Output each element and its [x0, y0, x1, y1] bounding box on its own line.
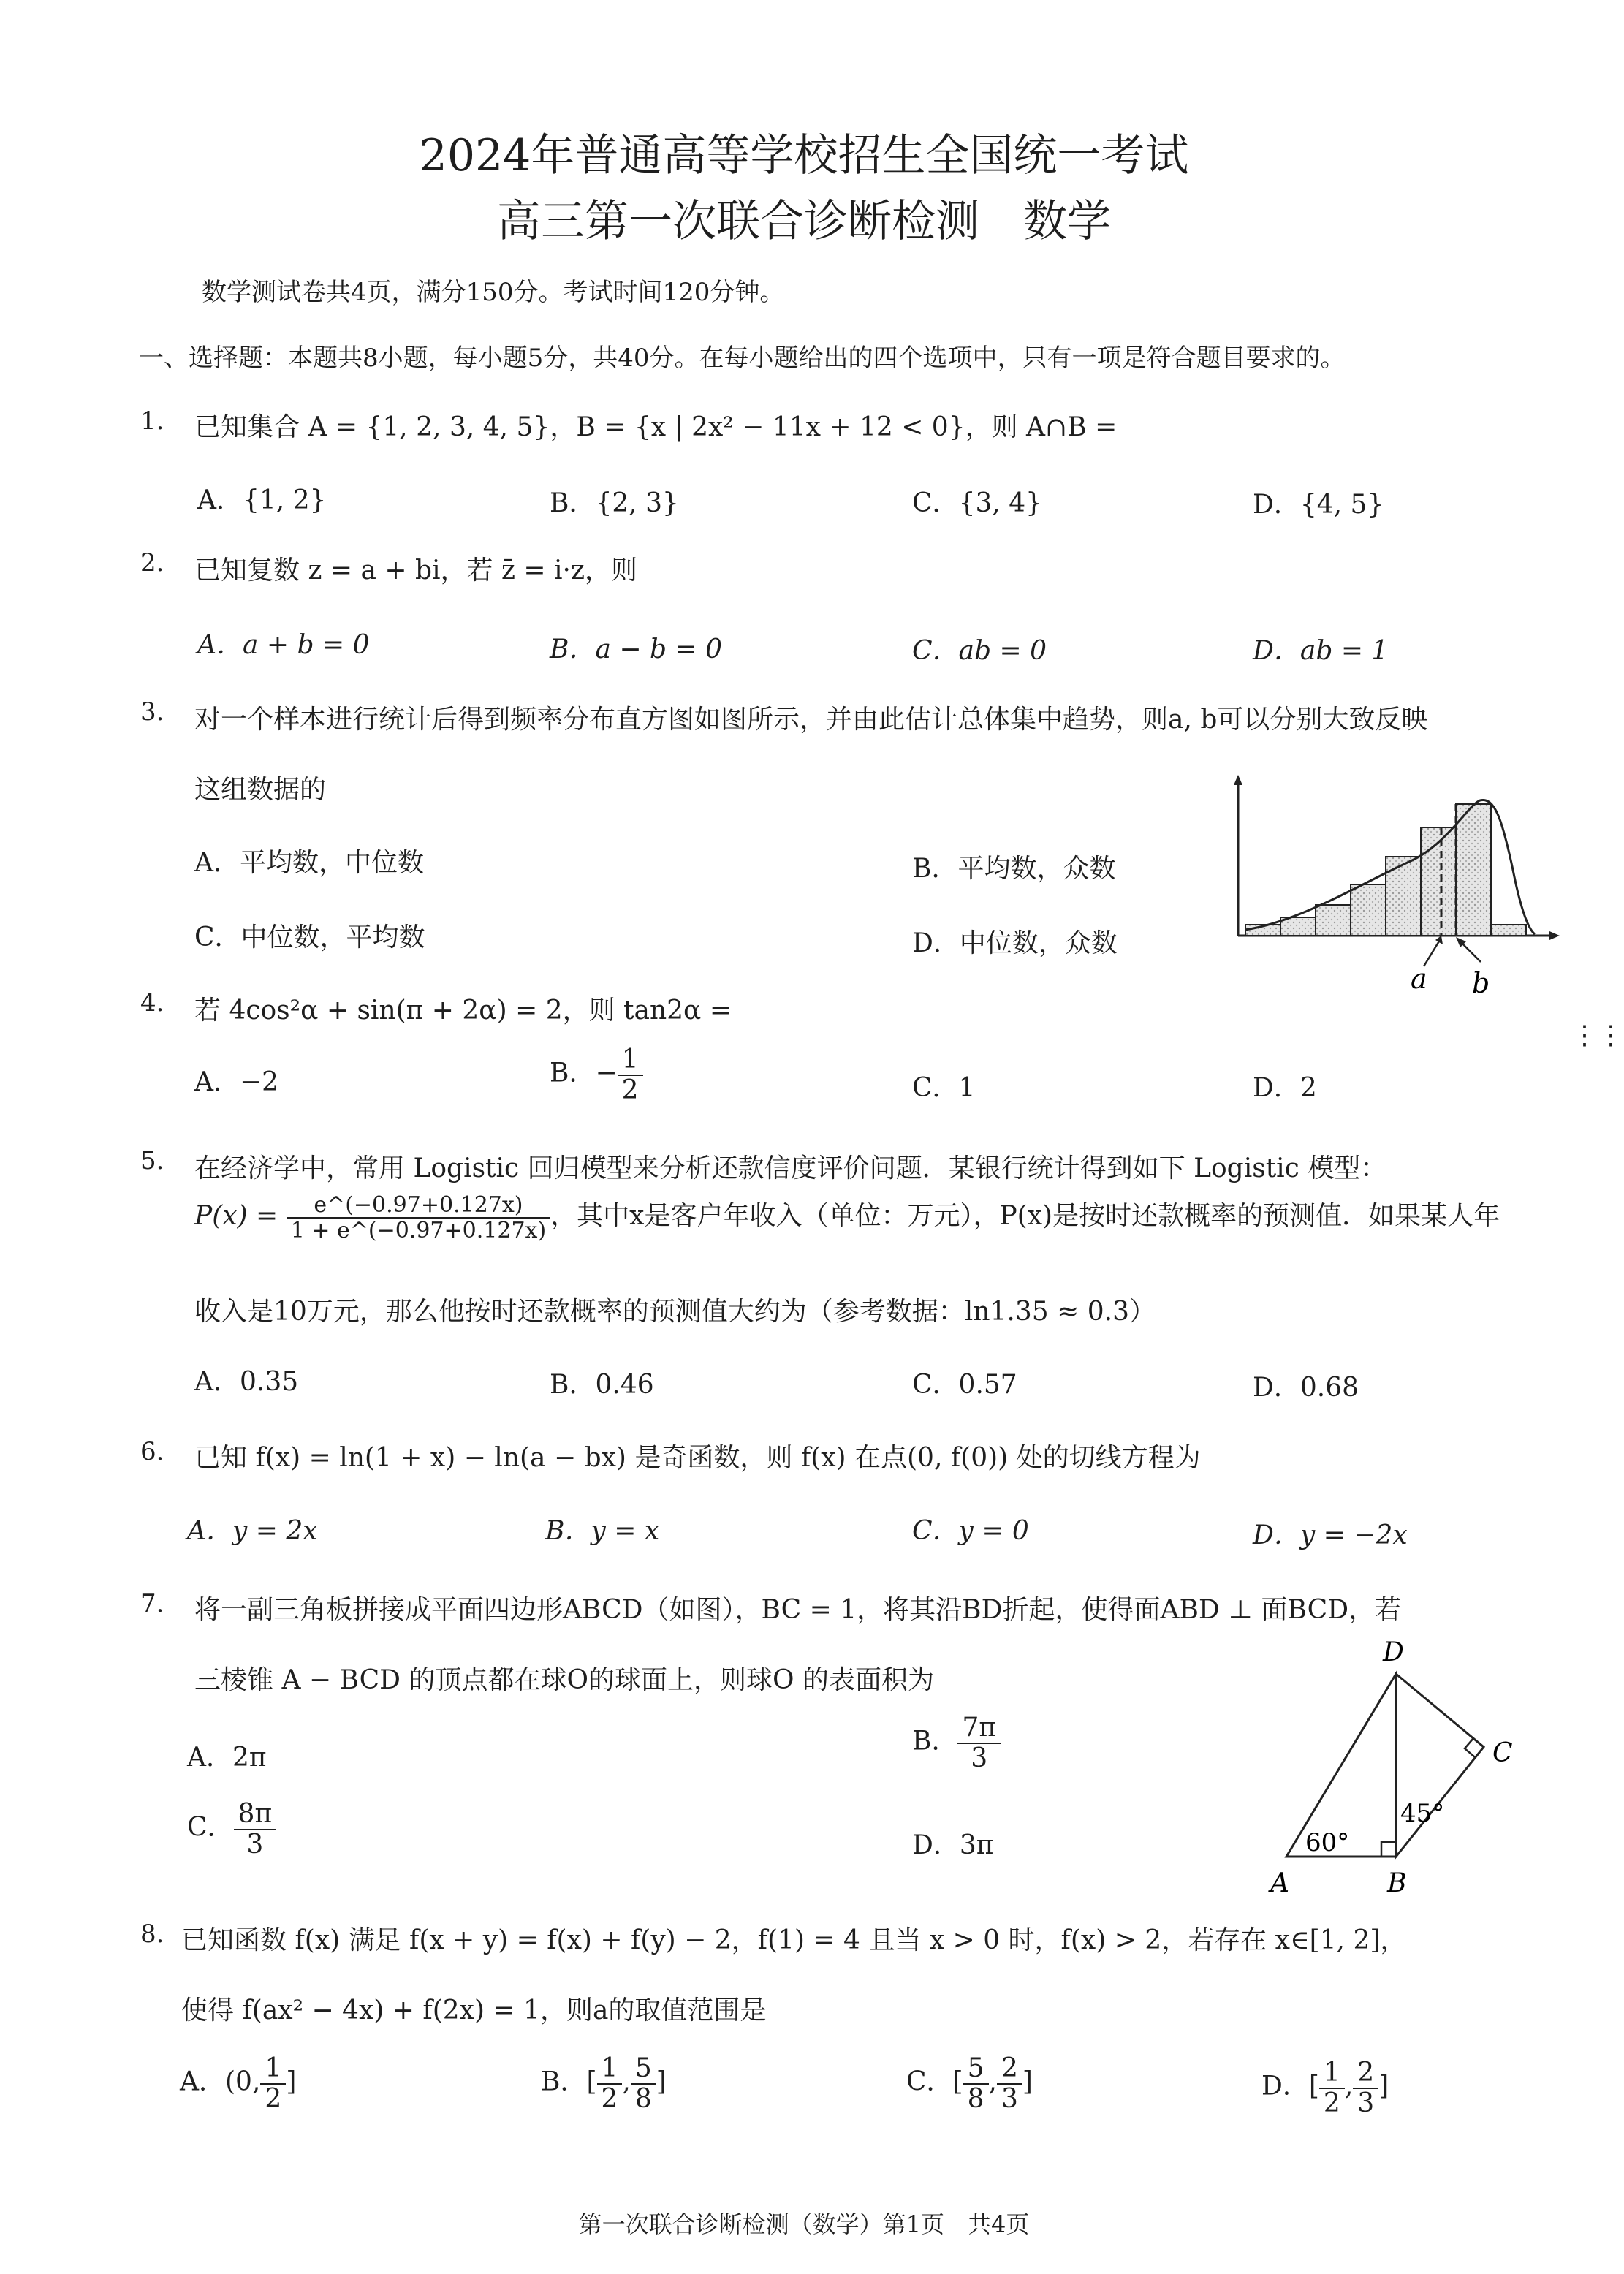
q6-text: 已知 f(x) = ln(1 + x) − ln(a − bx) 是奇函数，则 f(x) 在点(0, f(0)) 处的切线方程为 [194, 1443, 1201, 1473]
section-one-heading: 一、选择题：本题共8小题，每小题5分，共40分。在每小题给出的四个选项中，只有一项是符合题目要求的。 [139, 344, 1346, 373]
q3-option-b: B．平均数，众数 [912, 854, 1116, 884]
q5-option-c: C．0.57 [912, 1370, 1017, 1400]
q8-option-c: C．[ $\frac{5}{8}$ , $\frac{2}{3}$ ] [906, 2053, 1033, 2114]
q6-option-c: C．y = 0 [912, 1516, 1029, 1546]
q3-option-d: D．中位数，众数 [912, 928, 1118, 958]
q5-text: 在经济学中，常用 Logistic 回归模型来分析还款信度评价问题．某银行统计得到如下 Logistic 模型： [194, 1153, 1387, 1183]
q2-text: 已知复数 z = a + bi，若 z̄ = i·z，则 [194, 556, 637, 585]
q1-option-c: C．{3, 4} [912, 488, 1043, 518]
q1-option-b: B．{2, 3} [550, 488, 679, 518]
q8-option-a: A．(0, $\frac{1}{2}$ ] [180, 2053, 297, 2114]
q1-number: 1. [140, 406, 164, 436]
q6-option-d: D．y = −2x [1253, 1520, 1408, 1550]
q5-option-d: D．0.68 [1253, 1373, 1359, 1403]
q5-formula: P(x) = $\frac{e\^{}(-0.97+0.127x)}{1 + e\^{}(-0.97+0.127x)}$ ，其中x是客户年收入（单位：万元），P(x)是按时还款概率的预测值．如果某人年 [194, 1192, 1500, 1243]
q3-option-c: C．中位数，平均数 [194, 922, 425, 952]
q7-option-c: C． $\frac{8\pi}{3}$ [187, 1800, 276, 1859]
q4-number: 4. [140, 988, 164, 1017]
q2-option-c: C．ab = 0 [912, 636, 1047, 666]
vertex-b: B [1387, 1868, 1407, 1898]
q7-number: 7. [140, 1589, 164, 1618]
q4-option-b: B．− $\frac{1}{2}$ [550, 1045, 643, 1104]
q2-option-a: A．a + b = 0 [197, 630, 370, 660]
q1-text: 已知集合 A = {1, 2, 3, 4, 5}，B = {x | 2x² − 11x + 12 < 0}，则 A∩B = [194, 412, 1118, 442]
q5-number: 5. [140, 1146, 164, 1175]
histogram-bar [1386, 857, 1421, 936]
q2-option-b: B．a − b = 0 [550, 634, 722, 664]
q4-option-c: C．1 [912, 1073, 976, 1103]
triangle-bcd [1396, 1674, 1484, 1857]
vertex-c: C [1492, 1738, 1513, 1768]
q2-number: 2. [140, 548, 164, 577]
q7-option-d: D．3π [912, 1830, 994, 1860]
q3-histogram-figure [1228, 775, 1564, 999]
q5-option-b: B．0.46 [550, 1370, 654, 1400]
label-b: b [1472, 967, 1490, 999]
q5-option-a: A．0.35 [194, 1367, 299, 1397]
q3-option-a: A．平均数，中位数 [194, 848, 424, 878]
page-footer: 第一次联合诊断检测（数学）第1页 共4页 [578, 2210, 1030, 2238]
right-angle-b [1381, 1842, 1396, 1857]
q7-option-a: A．2π [187, 1743, 267, 1773]
q8-text: 已知函数 f(x) 满足 f(x + y) = f(x) + f(y) − 2，f(1) = 4 且当 x > 0 时，f(x) > 2，若存在 x∈[1, 2]， [181, 1925, 1407, 1955]
q1-option-d: D．{4, 5} [1253, 490, 1384, 520]
q6-option-a: A．y = 2x [187, 1516, 318, 1546]
q3-number: 3. [140, 697, 164, 727]
label-a: a [1411, 963, 1427, 995]
q3-text: 对一个样本进行统计后得到频率分布直方图如图所示，并由此估计总体集中趋势，则a, b可以分别大致反映 [194, 705, 1428, 735]
angle-60: 60° [1305, 1828, 1350, 1857]
q4-option-a: A．−2 [194, 1067, 279, 1097]
q2-option-d: D．ab = 1 [1253, 636, 1389, 666]
side-dots: ⋮⋮ [1571, 1020, 1624, 1050]
vertex-d: D [1383, 1637, 1404, 1667]
q7-text-line2: 三棱锥 A − BCD 的顶点都在球O的球面上，则球O 的表面积为 [194, 1665, 934, 1695]
q8-option-d: D．[ $\frac{1}{2}$ , $\frac{2}{3}$ ] [1261, 2058, 1389, 2118]
angle-45: 45° [1400, 1799, 1445, 1828]
exam-title: 2024年普通高等学校招生全国统一考试 [419, 130, 1189, 181]
histogram-bar [1316, 905, 1351, 936]
q6-option-b: B．y = x [545, 1516, 660, 1546]
q3-text-line2: 这组数据的 [194, 775, 327, 805]
q7-option-b: B． $\frac{7\pi}{3}$ [912, 1713, 1001, 1773]
exam-subtitle: 高三第一次联合诊断检测 数学 [497, 196, 1111, 247]
histogram-bar [1491, 925, 1526, 936]
q1-option-a: A．{1, 2} [197, 485, 327, 515]
histogram-bar [1456, 804, 1491, 936]
histogram-bar [1351, 884, 1386, 936]
vertex-a: A [1270, 1868, 1289, 1898]
q7-text: 将一副三角板拼接成平面四边形ABCD（如图），BC = 1，将其沿BD折起，使得面ABD ⊥ 面BCD，若 [194, 1595, 1402, 1625]
q8-option-b: B．[ $\frac{1}{2}$ , $\frac{5}{8}$ ] [541, 2053, 667, 2114]
q8-number: 8. [140, 1919, 164, 1949]
q8-text-line2: 使得 f(ax² − 4x) + f(2x) = 1，则a的取值范围是 [181, 1996, 767, 2025]
q5-text-line2: 收入是10万元，那么他按时还款概率的预测值大约为（参考数据：ln1.35 ≈ 0.3） [194, 1297, 1156, 1327]
q7-quadrilateral-figure [1257, 1630, 1535, 1900]
exam-intro: 数学测试卷共4页，满分150分。考试时间120分钟。 [202, 278, 785, 307]
q4-text: 若 4cos²α + sin(π + 2α) = 2，则 tan2α = [194, 996, 732, 1026]
q4-option-d: D．2 [1253, 1073, 1317, 1103]
q6-number: 6. [140, 1437, 164, 1466]
right-angle-c [1465, 1738, 1475, 1757]
